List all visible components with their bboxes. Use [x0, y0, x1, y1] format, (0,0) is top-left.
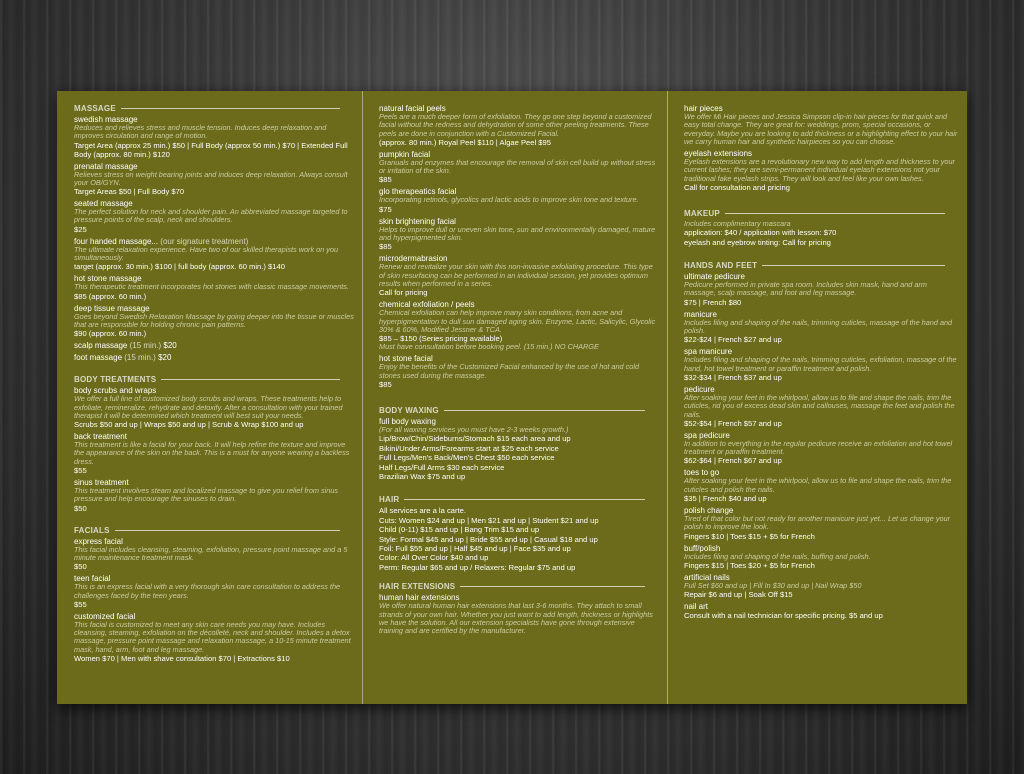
item-description: This facial is customized to meet any skin care needs you may have. Includes cleansing, steaming, exfoliation on the décolleté, neck and shoulder. Includes a detox massage, pressure point massage and relaxation massage, a 10-15 minute treatment mask, hand, arm, foot and leg massage. [74, 619, 351, 654]
item-name-text: toes to go [684, 468, 720, 478]
item-price: $85 [379, 242, 392, 252]
item-name-text: deep tissue massage [74, 303, 150, 313]
service-item [74, 612, 354, 663]
body-waxing-section [379, 406, 659, 481]
item-description: After soaking your feet in the whirlpool, allow us to file and shape the nails, trim the cuticles, rid you of excess dead skin and callouses, massage the feet and polish the nails. [684, 392, 955, 419]
service-item [74, 162, 354, 197]
service-item [684, 544, 959, 570]
spa-menu-brochure [57, 91, 967, 704]
item-description: This therapeutic treatment incorporates hot stones with classic massage movements. [74, 282, 349, 292]
service-item [684, 385, 959, 428]
item-description: This is an express facial with a very thorough skin care consultation to address the challenges faced by the teen years. [74, 582, 341, 600]
price-line: Color: All Over Color $40 and up [379, 553, 489, 563]
item-name-text: glo therapeatics facial [379, 187, 457, 197]
item-price: Target Area (approx 25 min.) $50 | Full Body (approx 50 min.) $70 | Extended Full Body (approx. 80 min.) $120 [74, 140, 348, 159]
item-name-text: scalp massage [74, 341, 128, 351]
item-description: (For all waxing services you must have 2-3 weeks growth.) [379, 425, 569, 435]
section-heading: BODY TREATMENTS [74, 375, 354, 384]
item-price: $50 [74, 503, 87, 513]
item-name-text: express facial [74, 536, 123, 546]
service-item [379, 150, 659, 185]
item-price: $55 [74, 599, 87, 609]
item-price: $90 (approx. 60 min.) [74, 329, 147, 339]
service-item [74, 574, 354, 609]
hands-and-feet-section [684, 261, 959, 620]
item-description: We offer natural human hair extensions that last 3-6 months. They attach to small strands of your own hair. Whether you just want to add length, thickness or highlights we have the solution. All our extension specialists have gone through extensive training and are certified by the manufacturer. [379, 601, 653, 636]
item-price: $85 (approx. 60 min.) [74, 291, 147, 301]
service-item [684, 104, 959, 146]
item-name-text: pumpkin facial [379, 149, 431, 159]
item-price: $62-$64 | French $67 and up [684, 456, 782, 466]
service-item [379, 300, 659, 351]
item-name-text: sinus treatment [74, 478, 129, 488]
item-name-text: buff/polish [684, 543, 721, 553]
item-description: This treatment involves steam and localized massage to give you relief from sinus pressure and help encourage the sinuses to drain. [74, 486, 339, 504]
makeup-description: Includes complimentary mascara [684, 219, 791, 229]
menu-column-1 [57, 91, 362, 704]
item-description: The ultimate relaxation experience. Have two of our skilled therapists work on you simultaneously. [74, 244, 339, 263]
item-price: Women $70 | Men with shave consultation $70 | Extractions $10 [74, 654, 290, 664]
item-price: $35 | French $40 and up [684, 494, 767, 504]
price-line: Child (0-11) $15 and up | Bang Trim $15 and up [379, 525, 540, 535]
item-price: $85 [379, 175, 392, 185]
item-name-text: skin brightening facial [379, 216, 456, 226]
item-description: We offer a full line of customized body scrubs and wraps. These treatments help to exfoliate, remineralize, rehydrate and detoxify. After a consultation with your trained therapist it will be determined which treatment will best suit your needs. [74, 394, 343, 420]
price-line: eyelash and eyebrow tinting: Call for pricing [684, 237, 831, 247]
service-item [379, 254, 659, 297]
item-name-text: hair pieces [684, 104, 723, 113]
item-price: $32-$34 | French $37 and up [684, 372, 782, 382]
item-price: $25 [74, 224, 87, 234]
item-price: $85 [379, 380, 392, 390]
item-price: $75 | French $80 [684, 297, 742, 307]
body-treatments-section [74, 375, 354, 512]
service-item [74, 199, 354, 234]
item-price: target (approx. 30 min.) $100 | full body (approx. 60 min.) $140 [74, 262, 285, 272]
service-item [74, 115, 354, 159]
item-description: Renew and revitalize your skin with this non-invasive exfoliating procedure. This type of skin resurfacing can be performed in an individual session, yet provides optimum results when performed in a series. [379, 262, 653, 288]
price-line: Bikini/Under Arms/Forearms start at $25 each service [379, 443, 559, 453]
item-description: This facial includes cleansing, steaming, exfoliation, pressure point massage and a 5 minute maintenance treatment mask. [74, 544, 348, 562]
item-description: Includes filing and shaping of the nails, trimming cuticles, exfoliation, massage of the hand, hot towel treatment or paraffin treatment and polish. [684, 355, 957, 373]
section-heading: MAKEUP [684, 209, 959, 218]
service-item [74, 341, 354, 350]
item-description: Tired of that color but not ready for another manicure just yet... Let us change your polish to improve the look. [684, 514, 951, 532]
item-name-text: pedicure [684, 384, 715, 394]
section-heading: HAIR [379, 495, 659, 504]
item-description: Chemical exfoliation can help improve many skin conditions, from acne and hyperpigmentation to dull sun damaged aging skin. Enzyme, Lactic, Salicylic, Glycolic 30% & 60%, Modified Jessner & TCA. [379, 308, 656, 334]
price-line: Half Legs/Full Arms $30 each service [379, 462, 505, 472]
service-item [684, 573, 959, 599]
section-heading: BODY WAXING [379, 406, 659, 415]
massage-section [74, 104, 354, 362]
service-item [74, 237, 354, 272]
item-name-text: nail art [684, 602, 709, 612]
item-description: We offer Mi Hair pieces and Jessica Simpson clip-in hair pieces for that quick and easy total change. They are great for: weddings, prom, special occasions, or everyday. Maybe you are looking to add thickness or a highlighting effect to your hair we carry human hair and synthetic hairpieces so you can choose. [684, 112, 958, 146]
section-heading: MASSAGE [74, 104, 354, 113]
item-price: Call for pricing [379, 288, 428, 298]
service-item [379, 217, 659, 252]
price-line: Full Legs/Men's Back/Men's Chest $50 each service [379, 453, 555, 463]
price-line: Lip/Brow/Chin/Sideburns/Stomach $15 each area and up [379, 434, 571, 444]
item-name-text: prenatal massage [74, 161, 138, 171]
item-description: Enjoy the benefits of the Customized Facial enhanced by the use of hot and cold stones used during the massage. [379, 362, 640, 380]
service-item [684, 468, 959, 503]
item-description: Peels are a much deeper form of exfoliation. They go one step beyond a customized facial without the redness and dehydration of some other peeling treatments. These peels are done in conjunction with a Customized Facial. [379, 112, 652, 138]
service-item [74, 432, 354, 475]
price-line: Foil: Full $55 and up | Half $45 and up | Face $35 and up [379, 544, 571, 553]
item-name-text: body scrubs and wraps [74, 386, 157, 396]
item-name-text: human hair extensions [379, 593, 460, 603]
menu-column-2 [362, 91, 667, 704]
item-description: This treatment is like a facial for your back. It will help refine the texture and improve the appearance of the skin on the back. This is a must for anyone wearing a backless dress. [74, 440, 350, 466]
price-line: Brazilian Wax $75 and up [379, 471, 466, 481]
hair-section [379, 495, 659, 572]
item-name-text: polish change [684, 506, 734, 516]
service-item [74, 274, 354, 300]
item-price: Repair $6 and up | Soak Off $15 [684, 590, 793, 600]
service-item [379, 187, 659, 213]
section-heading: HAIR EXTENSIONS [379, 582, 659, 591]
service-item [684, 149, 959, 192]
item-name-text: customized facial [74, 611, 136, 621]
item-name-text: swedish massage [74, 115, 138, 124]
item-name-text: artificial nails [684, 572, 730, 582]
item-description: Granuals and enzymes that encourage the removal of skin cell build up without stress or irritation of the skin. [379, 157, 656, 176]
item-name-text: seated massage [74, 199, 133, 209]
item-price: $52-$54 | French $57 and up [684, 418, 782, 428]
service-item [684, 310, 959, 345]
item-price: $50 [74, 562, 87, 572]
item-price: Fingers $15 | Toes $20 + $5 for French [684, 560, 815, 570]
item-name [74, 353, 354, 362]
item-price: $20 [163, 341, 177, 351]
item-name-text: four handed massage... [74, 236, 159, 246]
item-name-note: (our signature treatment) [160, 236, 249, 246]
item-name-note: (15 min.) [124, 353, 156, 363]
hair-pieces-section [684, 104, 959, 192]
price-line: Style: Formal $45 and up | Bride $55 and up | Casual $18 and up [379, 534, 598, 544]
hair-extensions-section [379, 582, 659, 635]
item-name-text: spa manicure [684, 347, 733, 357]
item-name-text: eyelash extensions [684, 149, 753, 159]
item-name-text: microdermabrasion [379, 254, 448, 264]
item-price: Fingers $10 | Toes $15 + $5 for French [684, 531, 815, 541]
item-description: Pedicure performed in private spa room. Includes skin mask, hand and arm massage, scalp massage, and foot and leg massage. [684, 280, 927, 298]
item-price: $22-$24 | French $27 and up [684, 335, 782, 345]
item-description: Goes beyond Swedish Relaxation Massage by going deeper into the tissue or muscles that are responsible for holding chronic pain patterns. [74, 311, 354, 329]
item-price: (approx. 80 min.) Royal Peel $110 | Algae Peel $95 [379, 137, 551, 147]
item-name-text: teen facial [74, 574, 111, 584]
item-description: The perfect solution for neck and shoulder pain. An abbreviated massage targeted to pressure points of the scalp, neck and shoulders. [74, 207, 348, 225]
item-name [74, 341, 354, 350]
item-name-text: hot stone massage [74, 274, 142, 284]
service-item [379, 593, 659, 635]
item-note: Must have consultation before booking peel. (15 min.) NO CHARGE [379, 342, 599, 352]
item-price: Call for consultation and pricing [684, 183, 790, 193]
item-name-text: spa pedicure [684, 430, 730, 440]
item-name-text: natural facial peels [379, 104, 446, 113]
item-description: In addition to everything in the regular pedicure receive an exfoliation and hot towel treatment or paraffin treatment. [684, 438, 953, 457]
service-item [379, 104, 659, 147]
service-item [684, 506, 959, 541]
service-item [684, 602, 959, 620]
item-name-text: ultimate pedicure [684, 272, 745, 282]
item-name: full body waxing [379, 417, 436, 427]
item-price: $85 – $150 (Series pricing available) [379, 334, 503, 344]
item-name-text: chemical exfoliation / peels [379, 300, 475, 310]
item-description: Helps to improve dull or uneven skin tone, sun and environmentally damaged, mature and hyperpigmented skin. [379, 224, 656, 243]
item-name-text: manicure [684, 309, 717, 319]
service-item [74, 478, 354, 513]
service-item [684, 272, 959, 307]
service-item [684, 347, 959, 382]
item-name-note: (15 min.) [129, 341, 162, 351]
item-description: Includes filing and shaping of the nails, trimming cuticles, massage of the hand and polish. [684, 317, 953, 336]
item-description: Relieves stress on weight bearing joints and induces deep relaxation. Always consult your OB/GYN. [74, 169, 348, 187]
service-item [74, 386, 354, 429]
item-description: Reduces and relieves stress and muscle tension. Induces deep relaxation and improves circulation and range of motion. [74, 123, 327, 141]
section-heading: HANDS AND FEET [684, 261, 959, 270]
item-name [684, 602, 959, 611]
service-item [379, 354, 659, 389]
item-price: Consult with a nail technician for specific pricing. $5 and up [684, 611, 883, 621]
section-heading: FACIALS [74, 526, 354, 535]
price-line: Cuts: Women $24 and up | Men $21 and up | Student $21 and up [379, 515, 599, 525]
service-item [74, 537, 354, 572]
service-item [74, 304, 354, 339]
menu-column-3 [667, 91, 967, 704]
facials-section [74, 526, 354, 663]
item-description: After soaking your feet in the whirlpool, allow us to file and shape the nails, trim the cuticles and polish the nails. [684, 476, 952, 494]
service-item [74, 353, 354, 362]
item-description: Eyelash extensions are a revolutionary new way to add length and thickness to your current lashes; they are semi-permanent individual eyelash extensions not your traditional fake eyelash strips. They will look and feel like your own lashes. [684, 157, 955, 183]
item-description: Full Set $60 and up | Fill In $30 and up | Nail Wrap $50 [684, 580, 862, 590]
item-price: Scrubs $50 and up | Wraps $50 and up | Scrub & Wrap $100 and up [74, 420, 304, 430]
service-item [684, 431, 959, 466]
item-name-text: foot massage [74, 353, 123, 363]
facials-continued-section [379, 104, 659, 389]
item-description: Incorporating retinols, glycolics and lactic acids to improve skin tone and texture. [379, 195, 639, 205]
item-price: $55 [74, 466, 87, 476]
item-name-text: back treatment [74, 432, 127, 442]
hair-intro: All services are a la carte. [379, 506, 466, 516]
price-line: Perm: Regular $65 and up / Relaxers: Regular $75 and up [379, 562, 576, 572]
item-name-text: hot stone facial [379, 354, 433, 364]
item-description: Includes filing and shaping of the nails, buffing and polish. [684, 551, 871, 561]
item-price: $75 [379, 204, 392, 214]
item-price: $20 [158, 353, 172, 363]
item-price: Target Areas $50 | Full Body $70 [74, 187, 185, 197]
makeup-section [684, 209, 959, 247]
price-line: application: $40 / application with lesson: $70 [684, 228, 837, 238]
